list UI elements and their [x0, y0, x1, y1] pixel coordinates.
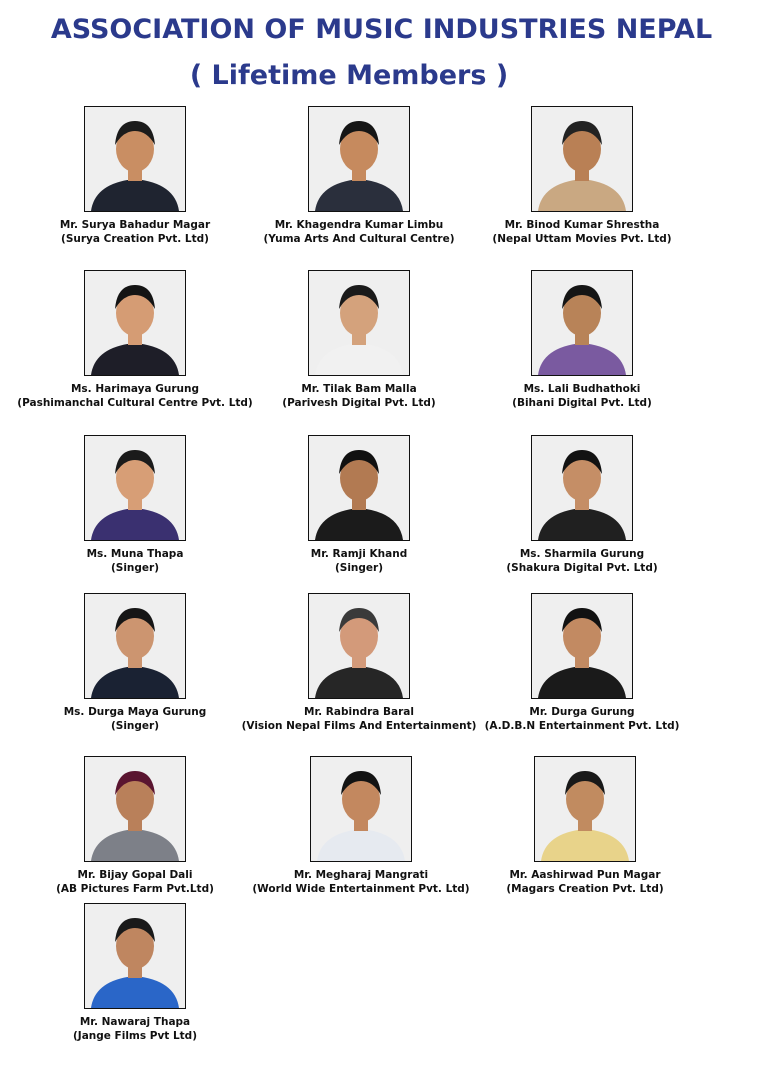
- member-organization: (World Wide Entertainment Pvt. Ltd): [252, 883, 470, 895]
- member-card: [15, 593, 255, 733]
- member-organization: (Shakura Digital Pvt. Ltd): [506, 562, 658, 574]
- member-name: Mr. Aashirwad Pun Magar: [509, 869, 661, 881]
- member-organization: (Singer): [334, 562, 384, 574]
- member-organization: (Jange Films Pvt Ltd): [72, 1030, 198, 1042]
- member-name: Ms. Lali Budhathoki: [523, 383, 641, 395]
- portrait-placeholder: [309, 107, 409, 211]
- portrait-placeholder: [85, 107, 185, 211]
- portrait-placeholder: [532, 594, 632, 698]
- member-organization: (Bihani Digital Pvt. Ltd): [512, 397, 652, 409]
- member-name: Ms. Durga Maya Gurung: [63, 706, 207, 718]
- member-organization: (AB Pictures Farm Pvt.Ltd): [56, 883, 214, 895]
- member-organization: (Magars Creation Pvt. Ltd): [506, 883, 664, 895]
- member-name: Mr. Khagendra Kumar Limbu: [274, 219, 444, 231]
- member-card: [465, 756, 705, 896]
- member-organization: (Surya Creation Pvt. Ltd): [61, 233, 209, 245]
- portrait-placeholder: [535, 757, 635, 861]
- member-photo: [308, 270, 410, 376]
- member-photo: [84, 593, 186, 699]
- member-organization: (Singer): [110, 720, 160, 732]
- member-photo: [531, 106, 633, 212]
- portrait-placeholder: [532, 271, 632, 375]
- member-photo: [534, 756, 636, 862]
- portrait-placeholder: [532, 107, 632, 211]
- member-photo: [84, 435, 186, 541]
- portrait-placeholder: [85, 271, 185, 375]
- member-organization: (Yuma Arts And Cultural Centre): [263, 233, 455, 245]
- member-card: [15, 435, 255, 575]
- member-card: [241, 756, 481, 896]
- member-name: Mr. Surya Bahadur Magar: [59, 219, 211, 231]
- member-name: Ms. Sharmila Gurung: [519, 548, 645, 560]
- portrait-placeholder: [85, 904, 185, 1008]
- member-photo: [84, 106, 186, 212]
- member-card: [462, 435, 702, 575]
- member-card: [462, 593, 702, 733]
- member-photo: [310, 756, 412, 862]
- member-card: [15, 903, 255, 1043]
- member-name: Mr. Durga Gurung: [529, 706, 635, 718]
- member-photo: [531, 270, 633, 376]
- member-card: [462, 270, 702, 410]
- member-name: Ms. Muna Thapa: [86, 548, 184, 560]
- member-photo: [84, 756, 186, 862]
- member-name: Mr. Rabindra Baral: [304, 706, 414, 718]
- portrait-placeholder: [85, 757, 185, 861]
- member-organization: (A.D.B.N Entertainment Pvt. Ltd): [484, 720, 680, 732]
- portrait-placeholder: [309, 436, 409, 540]
- member-photo: [531, 435, 633, 541]
- member-card: [239, 435, 479, 575]
- member-card: [15, 270, 255, 410]
- member-photo: [84, 903, 186, 1009]
- member-photo: [308, 106, 410, 212]
- member-card: [462, 106, 702, 246]
- member-organization: (Nepal Uttam Movies Pvt. Ltd): [492, 233, 672, 245]
- member-name: Mr. Binod Kumar Shrestha: [504, 219, 660, 231]
- member-card: [239, 593, 479, 733]
- portrait-placeholder: [309, 594, 409, 698]
- member-photo: [531, 593, 633, 699]
- page-title: ASSOCIATION OF MUSIC INDUSTRIES NEPAL: [50, 14, 713, 45]
- member-name: Mr. Tilak Bam Malla: [301, 383, 417, 395]
- portrait-placeholder: [532, 436, 632, 540]
- member-card: [15, 756, 255, 896]
- portrait-placeholder: [85, 436, 185, 540]
- member-organization: (Singer): [110, 562, 160, 574]
- page-subtitle: ( Lifetime Members ): [189, 60, 509, 91]
- member-name: Mr. Ramji Khand: [310, 548, 408, 560]
- member-photo: [308, 593, 410, 699]
- member-name: Mr. Bijay Gopal Dali: [77, 869, 193, 881]
- member-organization: (Vision Nepal Films And Entertainment): [241, 720, 477, 732]
- portrait-placeholder: [309, 271, 409, 375]
- member-photo: [308, 435, 410, 541]
- member-organization: (Pashimanchal Cultural Centre Pvt. Ltd): [17, 397, 253, 409]
- member-card: [239, 270, 479, 410]
- member-name: Mr. Megharaj Mangrati: [293, 869, 429, 881]
- member-photo: [84, 270, 186, 376]
- member-name: Mr. Nawaraj Thapa: [79, 1016, 191, 1028]
- member-name: Ms. Harimaya Gurung: [70, 383, 200, 395]
- portrait-placeholder: [85, 594, 185, 698]
- portrait-placeholder: [311, 757, 411, 861]
- member-organization: (Parivesh Digital Pvt. Ltd): [282, 397, 436, 409]
- member-card: [239, 106, 479, 246]
- member-card: [15, 106, 255, 246]
